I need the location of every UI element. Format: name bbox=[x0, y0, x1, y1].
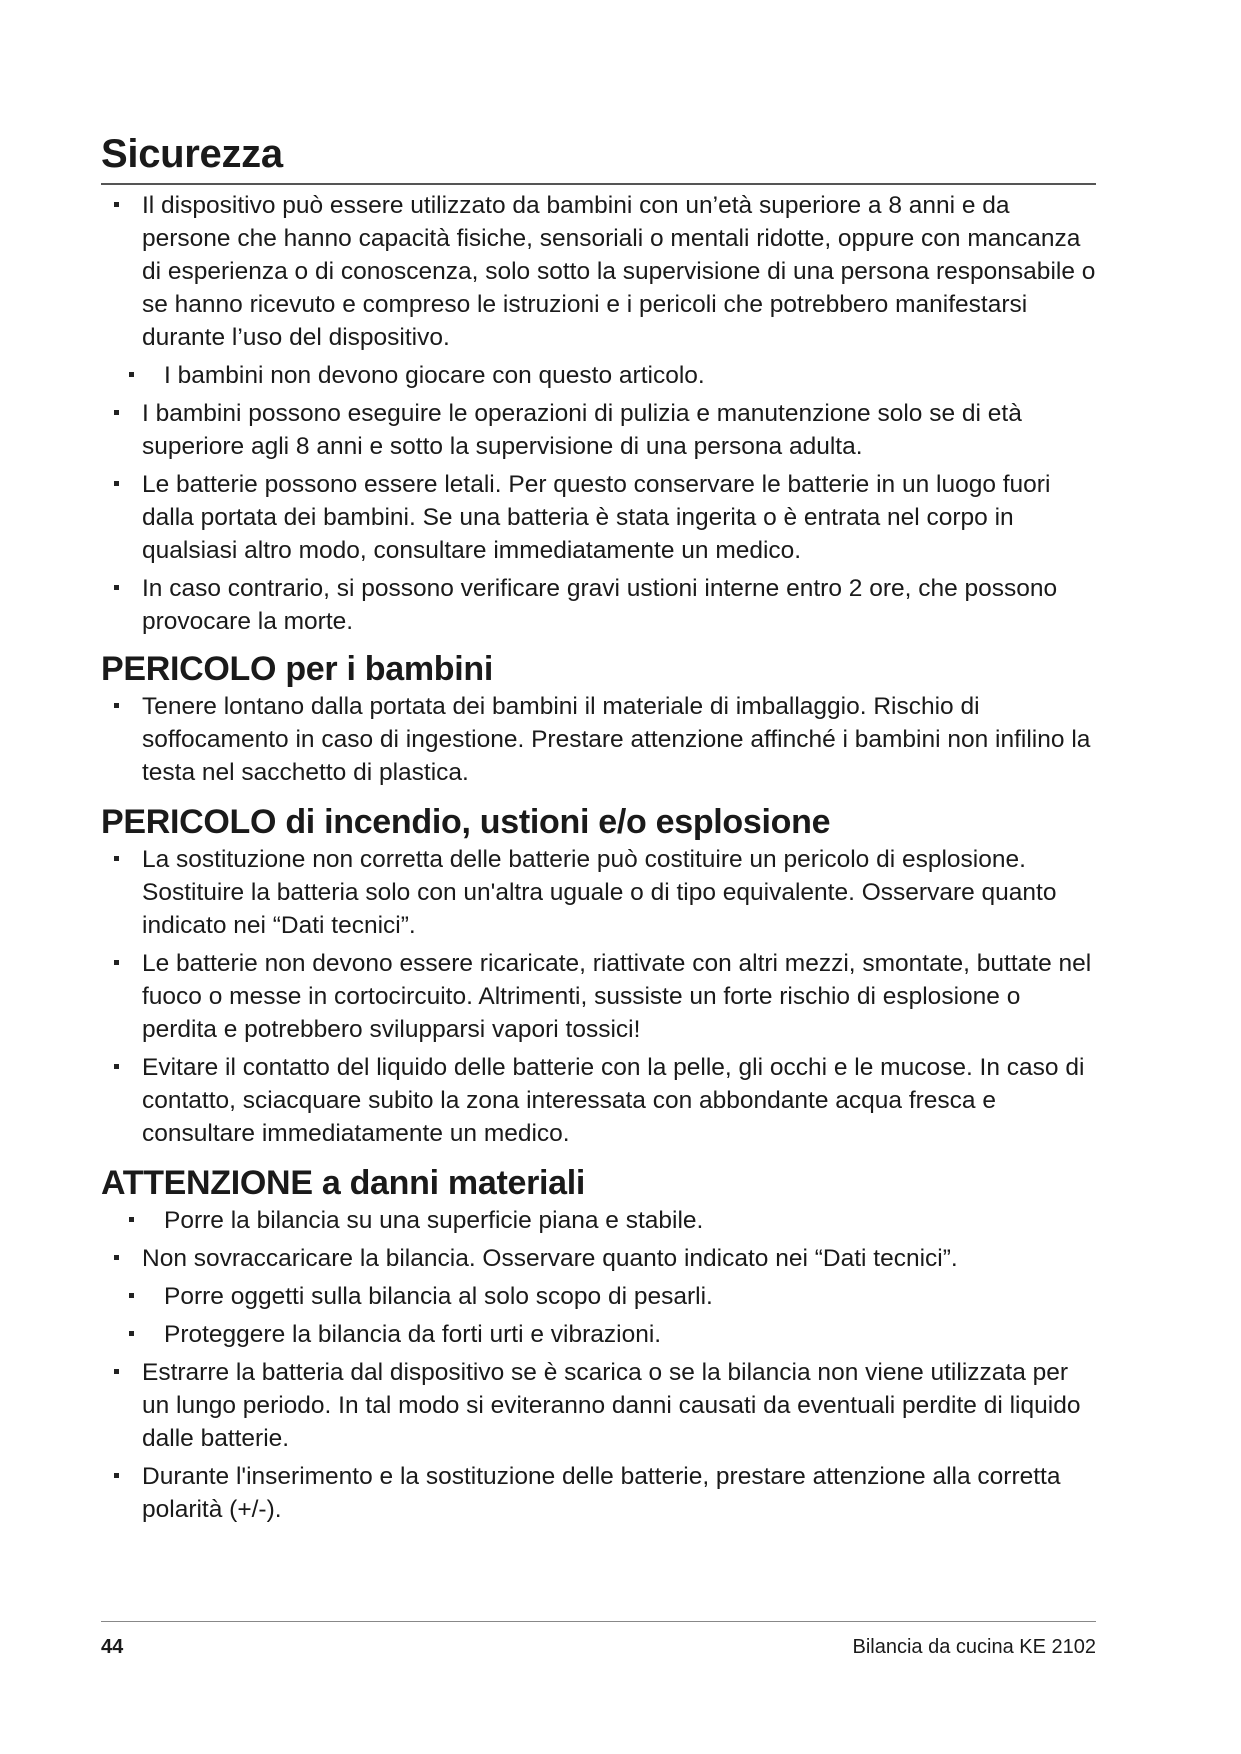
material-damage-list bbox=[101, 1204, 1096, 1526]
list-item-text: Tenere lontano dalla portata dei bambini il materiale di imballaggio. Rischio di soffocamento in caso di ingestione. Prestare attenzione affinché i bambini non infilino la testa nel sacchetto di plastica. bbox=[142, 693, 1091, 786]
list-item bbox=[101, 1460, 1096, 1526]
page-title: Sicurezza bbox=[101, 130, 1096, 185]
list-item bbox=[101, 1242, 1096, 1275]
list-item bbox=[101, 690, 1096, 789]
page-footer bbox=[101, 1621, 1096, 1660]
list-item-text: Porre oggetti sulla bilancia al solo scopo di pesarli. bbox=[164, 1283, 713, 1310]
document-title: Bilancia da cucina KE 2102 bbox=[852, 1636, 1096, 1658]
list-item-text: Durante l'inserimento e la sostituzione delle batterie, prestare attenzione alla corretta polarità (+/-). bbox=[142, 1463, 1061, 1523]
bullet-icon bbox=[114, 1473, 119, 1478]
bullet-icon bbox=[114, 1064, 119, 1069]
list-item-text: Porre la bilancia su una superficie piana e stabile. bbox=[164, 1207, 704, 1234]
list-item bbox=[101, 572, 1096, 638]
list-item-text: La sostituzione non corretta delle batterie può costituire un pericolo di esplosione. Sostituire la batteria solo con un'altra uguale o di tipo equivalente. Osservare quanto indicato nei “Dati tecnici”. bbox=[142, 846, 1057, 939]
bullet-icon bbox=[129, 1293, 134, 1298]
bullet-icon bbox=[114, 856, 119, 861]
list-item bbox=[101, 1356, 1096, 1455]
list-item bbox=[101, 397, 1096, 463]
list-item bbox=[101, 1204, 1096, 1237]
list-item bbox=[101, 468, 1096, 567]
list-item-text: Estrarre la batteria dal dispositivo se è scarica o se la bilancia non viene utilizzata per un lungo periodo. In tal modo si eviteranno danni causati da eventuali perdite di liquido dalle batterie. bbox=[142, 1359, 1081, 1452]
list-item bbox=[101, 1051, 1096, 1150]
list-item bbox=[101, 1318, 1096, 1351]
bullet-icon bbox=[114, 202, 119, 207]
list-item bbox=[101, 947, 1096, 1046]
safety-list bbox=[101, 189, 1096, 638]
list-item-text: Non sovraccaricare la bilancia. Osservare quanto indicato nei “Dati tecnici”. bbox=[142, 1245, 958, 1272]
bullet-icon bbox=[114, 703, 119, 708]
bullet-icon bbox=[129, 1331, 134, 1336]
bullet-icon bbox=[129, 372, 134, 377]
list-item-text: I bambini non devono giocare con questo articolo. bbox=[164, 362, 705, 389]
section-heading-children-danger: PERICOLO per i bambini bbox=[101, 650, 494, 688]
list-item-text: Le batterie non devono essere ricaricate, riattivate con altri mezzi, smontate, buttate nel fuoco o messe in cortocircuito. Altrimenti, sussiste un forte rischio di esplosione o perdita e potrebbero svilupparsi vapori tossici! bbox=[142, 950, 1092, 1043]
fire-danger-list bbox=[101, 843, 1096, 1150]
list-item bbox=[101, 1280, 1096, 1313]
list-item-text: Proteggere la bilancia da forti urti e vibrazioni. bbox=[164, 1321, 662, 1348]
section-heading-fire-danger: PERICOLO di incendio, ustioni e/o esplosione bbox=[101, 803, 831, 841]
page-content bbox=[101, 130, 1096, 1531]
list-item-text: Evitare il contatto del liquido delle batterie con la pelle, gli occhi e le mucose. In caso di contatto, sciacquare subito la zona interessata con abbondante acqua fresca e consultare immediatamente un medico. bbox=[142, 1054, 1085, 1147]
list-item bbox=[101, 189, 1096, 354]
list-item-text: Il dispositivo può essere utilizzato da bambini con un’età superiore a 8 anni e da persone che hanno capacità fisiche, sensoriali o mentali ridotte, oppure con mancanza di esperienza o di conoscenza, solo sotto la supervisione di una persona responsabile o se hanno ricevuto e compreso le istruzioni e i pericoli che potrebbero manifestarsi durante l’uso del dispositivo. bbox=[142, 192, 1096, 351]
bullet-icon bbox=[114, 585, 119, 590]
bullet-icon bbox=[114, 1255, 119, 1260]
list-item-text: Le batterie possono essere letali. Per questo conservare le batterie in un luogo fuori dalla portata dei bambini. Se una batteria è stata ingerita o è entrata nel corpo in qualsiasi altro modo, consultare immediatamente un medico. bbox=[142, 471, 1051, 564]
bullet-icon bbox=[114, 481, 119, 486]
list-item-text: In caso contrario, si possono verificare gravi ustioni interne entro 2 ore, che possono provocare la morte. bbox=[142, 575, 1058, 635]
list-item-text: I bambini possono eseguire le operazioni di pulizia e manutenzione solo se di età superiore agli 8 anni e sotto la supervisione di una persona adulta. bbox=[142, 400, 1022, 460]
children-danger-list bbox=[101, 690, 1096, 789]
bullet-icon bbox=[114, 1369, 119, 1374]
bullet-icon bbox=[114, 410, 119, 415]
page-number: 44 bbox=[101, 1636, 124, 1658]
bullet-icon bbox=[129, 1217, 134, 1222]
list-item bbox=[101, 843, 1096, 942]
list-item bbox=[101, 359, 1096, 392]
section-heading-material-damage: ATTENZIONE a danni materiali bbox=[101, 1164, 586, 1202]
bullet-icon bbox=[114, 960, 119, 965]
